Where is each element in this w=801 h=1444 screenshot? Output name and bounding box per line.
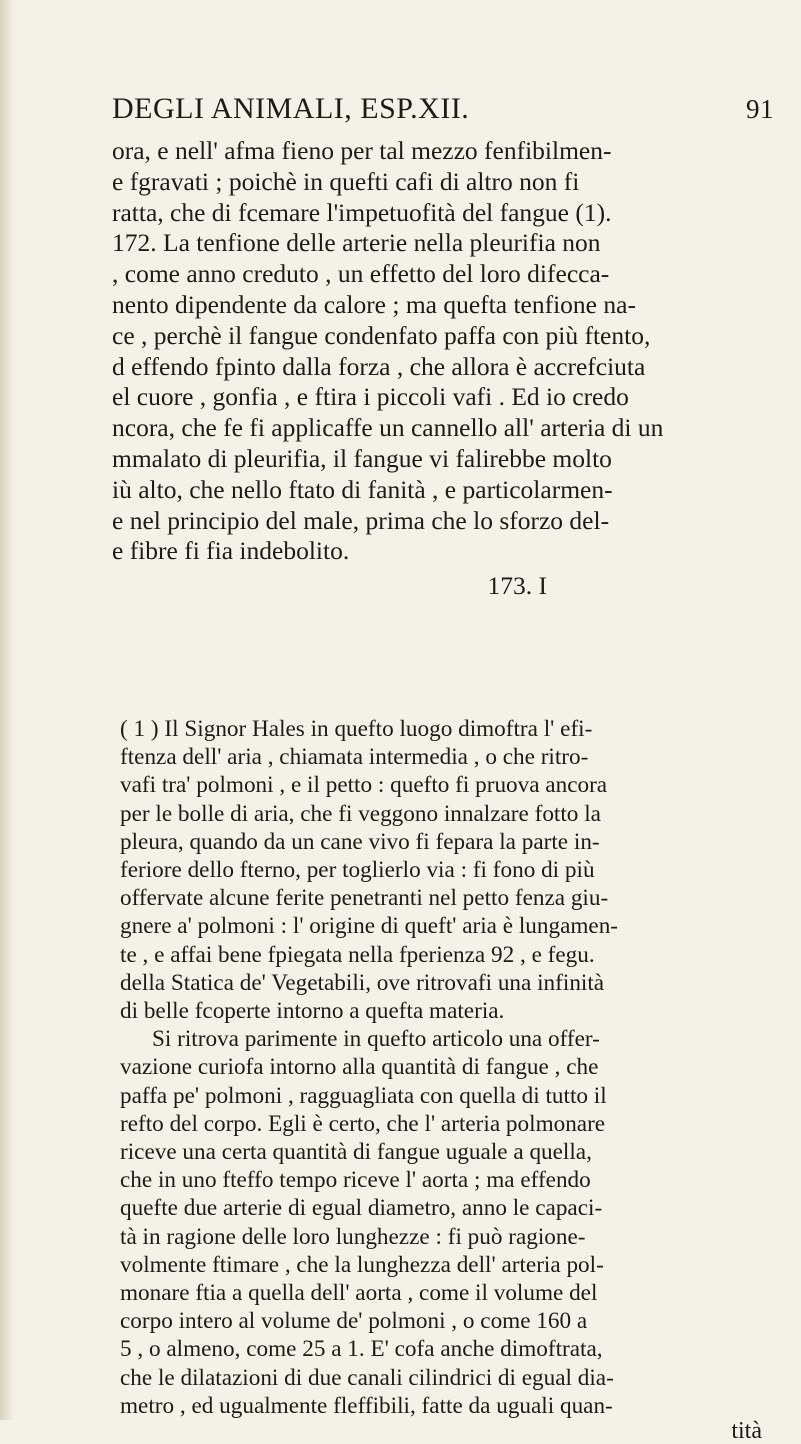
- footnote-line: tà in ragione delle loro lunghezze : fi può ragione-: [120, 1223, 586, 1250]
- footnote-line: ftenza dell' aria , chiamata intermedia , o che ritro-: [120, 744, 589, 771]
- text-line: ora, e nell' afma fieno per tal mezzo fenfibilmen-: [112, 136, 612, 165]
- footnote-line: per le bolle di aria, che fi veggono innalzare fotto la: [120, 800, 601, 827]
- text-line: ncora, che fe fi applicaffe un cannello all' arteria di un: [112, 413, 664, 443]
- footnote-line: che in uno fteffo tempo riceve l' aorta ; ma effendo: [120, 1167, 591, 1194]
- text-line: ce , perchè il fangue condenfato paffa con più ftento,: [112, 320, 651, 350]
- footnote-line: pleura, quando da un cane vivo fi fepara la parte in-: [120, 828, 600, 855]
- footnote-line: Si ritrova parimente in quefto articolo una offer-: [152, 1026, 600, 1053]
- footnote-line: ( 1 ) Il Signor Hales in quefto luogo dimoftra l' efi-: [120, 716, 593, 742]
- footnote-line: refto del corpo. Egli è certo, che l' arteria polmonare: [120, 1110, 606, 1137]
- text-line: , come anno creduto , un effetto del loro difecca-: [112, 259, 610, 289]
- footnote-line: quefte due arterie di egual diametro, anno le capaci-: [120, 1195, 603, 1222]
- footnote-line: che le dilatazioni di due canali cilindrici di egual dia-: [120, 1364, 614, 1391]
- footnote-line: vazione curiofa intorno alla quantità di fangue , che: [120, 1054, 599, 1081]
- text-line: 172. La tenfione delle arterie nella pleurifia non: [112, 228, 601, 258]
- book-gutter: [0, 0, 14, 1420]
- footnote-line: di belle fcoperte intorno a quefta materia.: [120, 998, 505, 1025]
- text-line: nento dipendente da calore ; ma quefta tenfione na-: [112, 289, 636, 319]
- footnote-line: gnere a' polmoni : l' origine di queft' aria è lungamen-: [120, 913, 619, 940]
- footnote-line: corpo intero al volume de' polmoni , o come 160 a: [120, 1308, 588, 1335]
- text-line: ratta, che di fcemare l'impetuofità del fangue (1).: [112, 197, 612, 227]
- footnote-line: riceve una certa quantità di fangue uguale a quella,: [120, 1139, 592, 1166]
- footnote-catchword: tità: [731, 1418, 762, 1444]
- running-title: DEGLI ANIMALI, ESP.XII.: [112, 92, 470, 125]
- text-line: e fgravati ; poichè in quefti cafi di altro non fi: [112, 166, 580, 196]
- page-number: 91: [746, 94, 774, 124]
- page-header: [112, 92, 782, 132]
- text-line: e fibre fi fia indebolito.: [112, 536, 350, 566]
- footnote: [120, 715, 780, 1442]
- footnote-line: vafi tra' polmoni , e il petto : quefto fi pruova ancora: [120, 772, 608, 799]
- footnote-line: 5 , o almeno, come 25 a 1. E' cofa anche dimoftrata,: [120, 1336, 603, 1363]
- footnote-line: della Statica de' Vegetabili, ove ritrovafi una infinità: [120, 969, 605, 996]
- footnote-line: offervate alcune ferite penetranti nel petto fenza giu-: [120, 885, 609, 912]
- text-line: d effendo fpinto dalla forza , che allora è accrefciuta: [112, 351, 646, 381]
- footnote-line: monare ftia a quella dell' aorta , come il volume del: [120, 1280, 598, 1307]
- page: [112, 92, 782, 601]
- footnote-line: feriore dello fterno, per toglierlo via : fi fono di più: [120, 857, 595, 884]
- text-line: mmalato di pleurifia, il fangue vi falirebbe molto: [112, 443, 612, 473]
- footnote-line: metro , ed ugualmente fleffibili, fatte da uguali quan-: [120, 1392, 613, 1419]
- text-line: el cuore , gonfia , e ftira i piccoli vafi . Ed io credo: [112, 382, 629, 412]
- footnote-line: paffa pe' polmoni , ragguagliata con quella di tutto il: [120, 1082, 607, 1109]
- text-line: e nel principio del male, prima che lo sforzo del-: [112, 505, 610, 535]
- footnote-line: te , e affai bene fpiegata nella fperienza 92 , e fegu.: [120, 941, 595, 968]
- main-text: [112, 136, 777, 601]
- text-line: iù alto, che nello ftato di fanità , e particolarmen-: [112, 474, 613, 504]
- footnote-line: volmente ftimare , che la lunghezza dell' arteria pol-: [120, 1251, 604, 1278]
- catchword: 173. I: [487, 571, 547, 601]
